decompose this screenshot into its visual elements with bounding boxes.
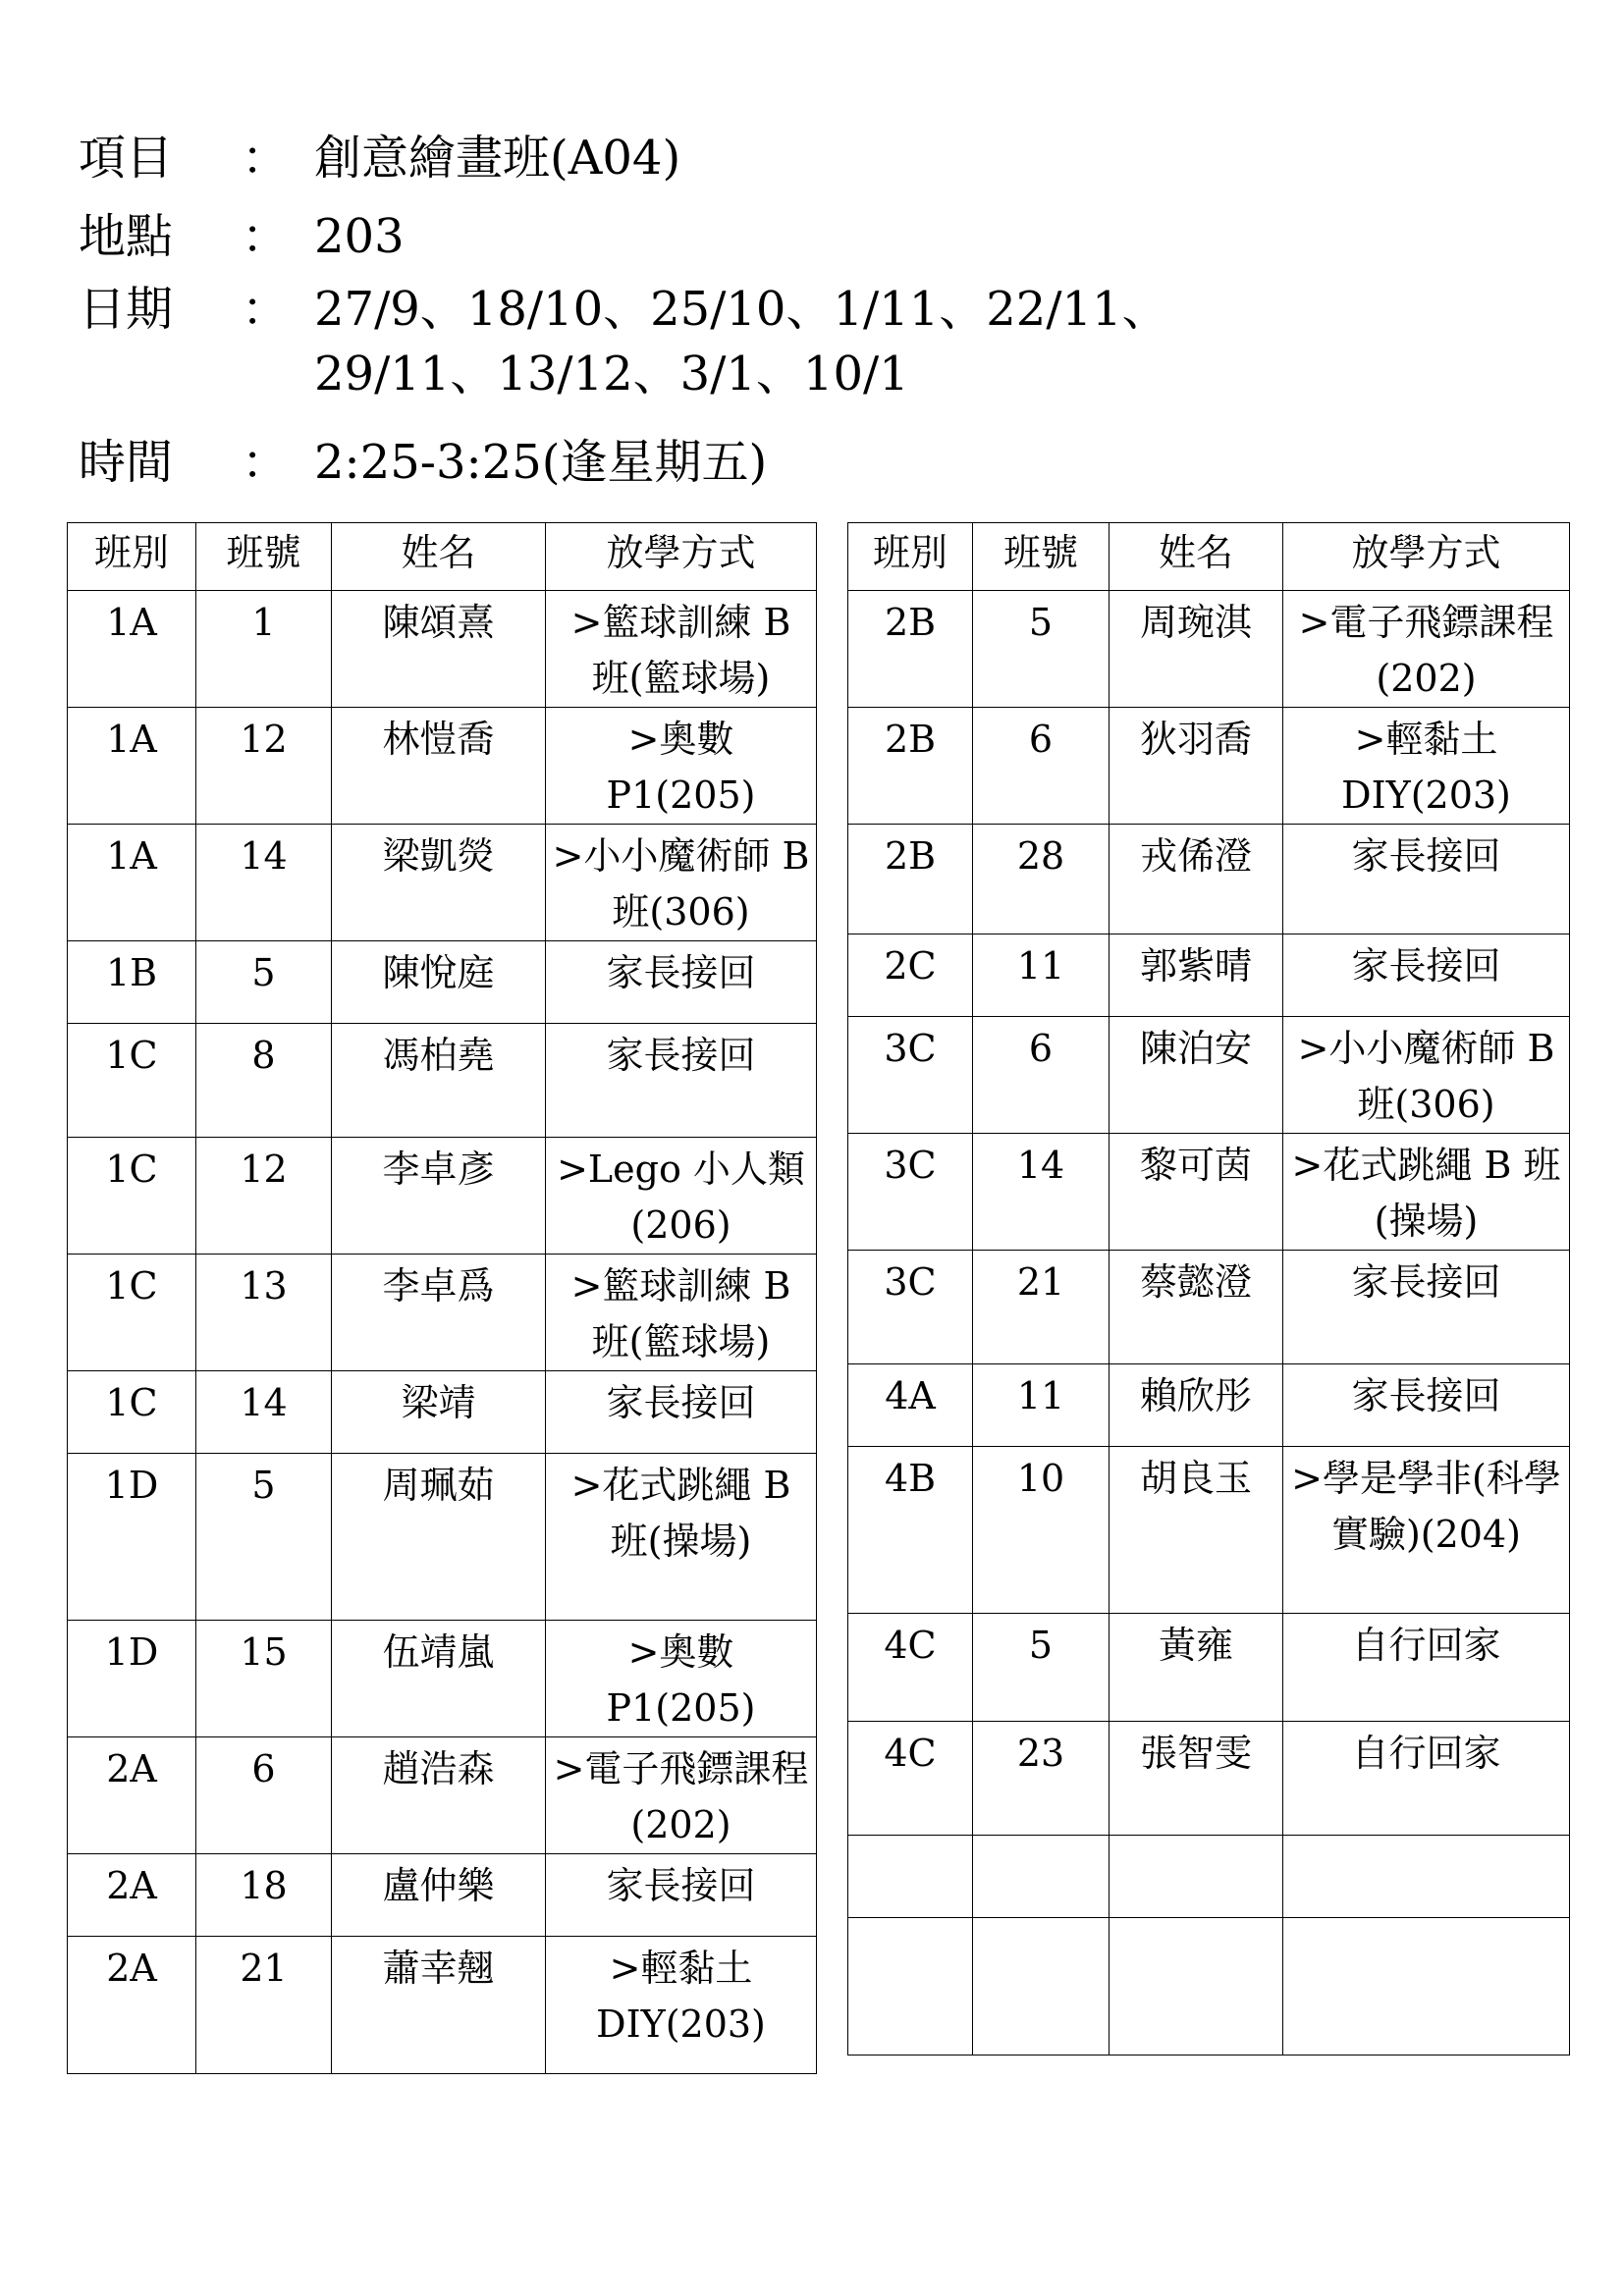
dismissal-method-cell: >小小魔術師 B 班(306) (1283, 1017, 1570, 1134)
dismissal-method-cell: 自行回家 (1283, 1614, 1570, 1722)
class-cell: 1A (68, 708, 196, 825)
dismissal-method-cell: 家長接回 (546, 941, 817, 1024)
student-table-left (67, 522, 817, 2074)
table-row (848, 1836, 1570, 1918)
activity-info (79, 126, 1551, 495)
name-cell: 戎俙澄 (1110, 825, 1283, 934)
dismissal-method-cell: 自行回家 (1283, 1722, 1570, 1836)
dismissal-method-cell: 家長接回 (546, 1371, 817, 1454)
class-number-cell (973, 1918, 1110, 2056)
table-row (68, 1138, 817, 1255)
name-cell: 李卓爲 (332, 1255, 546, 1371)
table-row (68, 1937, 817, 2074)
dates-value-line1: 27/9、18/10、25/10、1/11、22/11、 (314, 282, 1169, 337)
class-cell: 2A (68, 1737, 196, 1854)
name-cell: 賴欣彤 (1110, 1364, 1283, 1447)
table-row (848, 1614, 1570, 1722)
table-row (848, 1447, 1570, 1614)
table-row (848, 1251, 1570, 1364)
class-number-cell: 5 (973, 591, 1110, 708)
name-cell: 張智雯 (1110, 1722, 1283, 1836)
class-cell: 3C (848, 1017, 973, 1134)
table-row (68, 941, 817, 1024)
dismissal-method-cell (1283, 1836, 1570, 1918)
class-cell: 3C (848, 1251, 973, 1364)
name-cell: 周琬淇 (1110, 591, 1283, 708)
name-cell: 梁凱熒 (332, 825, 546, 941)
class-number-cell: 14 (973, 1134, 1110, 1251)
table-row (848, 1722, 1570, 1836)
class-number-cell: 14 (196, 1371, 332, 1454)
class-cell: 1D (68, 1454, 196, 1621)
class-cell: 1B (68, 941, 196, 1024)
name-cell: 李卓彥 (332, 1138, 546, 1255)
name-cell: 趙浩森 (332, 1737, 546, 1854)
class-cell (848, 1918, 973, 2056)
dismissal-method-cell: 家長接回 (1283, 1251, 1570, 1364)
class-number-cell: 1 (196, 591, 332, 708)
column-header: 姓名 (332, 523, 546, 591)
name-cell: 陳悅庭 (332, 941, 546, 1024)
project-line (79, 126, 1551, 190)
class-number-cell: 5 (196, 1454, 332, 1621)
class-cell: 2A (68, 1937, 196, 2074)
column-header: 放學方式 (1283, 523, 1570, 591)
dismissal-method-cell: 家長接回 (1283, 825, 1570, 934)
column-header: 班別 (848, 523, 973, 591)
class-cell: 1C (68, 1255, 196, 1371)
dismissal-method-cell: >小小魔術師 B 班(306) (546, 825, 817, 941)
class-number-cell: 18 (196, 1854, 332, 1937)
name-cell (1110, 1918, 1283, 2056)
class-number-cell: 23 (973, 1722, 1110, 1836)
table-row (68, 1737, 817, 1854)
class-cell: 1D (68, 1621, 196, 1737)
dismissal-method-cell: >學是學非(科學實驗)(204) (1283, 1447, 1570, 1614)
location-line (79, 204, 1551, 269)
class-number-cell: 5 (196, 941, 332, 1024)
class-cell: 4C (848, 1614, 973, 1722)
column-header: 班別 (68, 523, 196, 591)
class-cell: 2A (68, 1854, 196, 1937)
class-number-cell: 21 (973, 1251, 1110, 1364)
dismissal-method-cell: >電子飛鏢課程(202) (546, 1737, 817, 1854)
class-cell: 1A (68, 825, 196, 941)
name-cell: 狄羽喬 (1110, 708, 1283, 825)
colon: ： (242, 282, 290, 337)
name-cell: 蕭幸翹 (332, 1937, 546, 2074)
dismissal-method-cell: >籃球訓練 B 班(籃球場) (546, 1255, 817, 1371)
colon: ： (242, 209, 290, 264)
table-row (68, 1255, 817, 1371)
table-row (848, 934, 1570, 1017)
class-cell: 1A (68, 591, 196, 708)
dismissal-method-cell: >花式跳繩 B 班(操場) (546, 1454, 817, 1621)
table-row (848, 825, 1570, 934)
class-cell: 1C (68, 1024, 196, 1138)
class-number-cell: 11 (973, 1364, 1110, 1447)
column-header: 班號 (973, 523, 1110, 591)
dismissal-method-cell: >輕黏土 DIY(203) (1283, 708, 1570, 825)
class-number-cell: 11 (973, 934, 1110, 1017)
name-cell: 周珮茹 (332, 1454, 546, 1621)
table-row (848, 708, 1570, 825)
class-number-cell: 12 (196, 1138, 332, 1255)
class-number-cell: 13 (196, 1255, 332, 1371)
time-value: 2:25-3:25(逢星期五) (314, 435, 768, 490)
dismissal-method-cell: 家長接回 (1283, 934, 1570, 1017)
dates-label: 日期 (79, 282, 174, 337)
table-row (848, 1364, 1570, 1447)
table-row (68, 1621, 817, 1737)
table-row (68, 708, 817, 825)
colon: ： (242, 435, 290, 490)
location-value: 203 (314, 209, 405, 264)
class-cell: 1C (68, 1371, 196, 1454)
class-number-cell: 15 (196, 1621, 332, 1737)
name-cell: 黃雍 (1110, 1614, 1283, 1722)
class-number-cell: 6 (973, 708, 1110, 825)
table-row (848, 1918, 1570, 2056)
table-row (68, 1854, 817, 1937)
table-row (68, 825, 817, 941)
dismissal-method-cell: >Lego 小人類(206) (546, 1138, 817, 1255)
class-number-cell: 28 (973, 825, 1110, 934)
name-cell: 梁靖 (332, 1371, 546, 1454)
colon: ： (242, 131, 290, 186)
project-label: 項目 (79, 131, 174, 186)
name-cell (1110, 1836, 1283, 1918)
table-row (68, 591, 817, 708)
class-number-cell: 14 (196, 825, 332, 941)
name-cell: 陳泊安 (1110, 1017, 1283, 1134)
table-row (68, 1454, 817, 1621)
dismissal-method-cell: >輕黏土 DIY(203) (546, 1937, 817, 2074)
class-number-cell: 5 (973, 1614, 1110, 1722)
name-cell: 胡良玉 (1110, 1447, 1283, 1614)
table-row (68, 1024, 817, 1138)
column-header: 班號 (196, 523, 332, 591)
dismissal-method-cell: >花式跳繩 B 班(操場) (1283, 1134, 1570, 1251)
name-cell: 蔡懿澄 (1110, 1251, 1283, 1364)
class-number-cell: 21 (196, 1937, 332, 2074)
column-header: 姓名 (1110, 523, 1283, 591)
dates-value-line2: 29/11、13/12、3/1、10/1 (314, 347, 909, 401)
dismissal-method-cell (1283, 1918, 1570, 2056)
class-cell: 4C (848, 1722, 973, 1836)
class-number-cell: 8 (196, 1024, 332, 1138)
dismissal-method-cell: 家長接回 (1283, 1364, 1570, 1447)
class-number-cell: 6 (973, 1017, 1110, 1134)
dismissal-method-cell: 家長接回 (546, 1024, 817, 1138)
table-header-row (68, 523, 817, 591)
table-header-row (848, 523, 1570, 591)
name-cell: 林愷喬 (332, 708, 546, 825)
class-cell: 2B (848, 591, 973, 708)
class-cell: 4B (848, 1447, 973, 1614)
class-number-cell: 6 (196, 1737, 332, 1854)
class-number-cell: 10 (973, 1447, 1110, 1614)
class-number-cell: 12 (196, 708, 332, 825)
class-cell: 1C (68, 1138, 196, 1255)
time-line (79, 430, 1551, 495)
dismissal-method-cell: >奧數 P1(205) (546, 708, 817, 825)
dismissal-method-cell: >電子飛鏢課程(202) (1283, 591, 1570, 708)
table-row (68, 1371, 817, 1454)
class-cell: 2B (848, 708, 973, 825)
name-cell: 郭紫晴 (1110, 934, 1283, 1017)
student-table-right (847, 522, 1570, 2056)
name-cell: 陳頌熹 (332, 591, 546, 708)
table-row (848, 1017, 1570, 1134)
project-value: 創意繪畫班(A04) (314, 131, 681, 186)
dismissal-method-cell: 家長接回 (546, 1854, 817, 1937)
class-cell (848, 1836, 973, 1918)
class-number-cell (973, 1836, 1110, 1918)
class-cell: 2B (848, 825, 973, 934)
class-cell: 2C (848, 934, 973, 1017)
name-cell: 黎可茵 (1110, 1134, 1283, 1251)
column-header: 放學方式 (546, 523, 817, 591)
name-cell: 盧仲樂 (332, 1854, 546, 1937)
name-cell: 伍靖嵐 (332, 1621, 546, 1737)
location-label: 地點 (79, 209, 174, 264)
name-cell: 馮柏堯 (332, 1024, 546, 1138)
dismissal-method-cell: >奧數 P1(205) (546, 1621, 817, 1737)
dismissal-method-cell: >籃球訓練 B 班(籃球場) (546, 591, 817, 708)
table-row (848, 591, 1570, 708)
time-label: 時間 (79, 435, 174, 490)
table-row (848, 1134, 1570, 1251)
class-cell: 3C (848, 1134, 973, 1251)
dates-line (79, 277, 1551, 342)
class-cell: 4A (848, 1364, 973, 1447)
